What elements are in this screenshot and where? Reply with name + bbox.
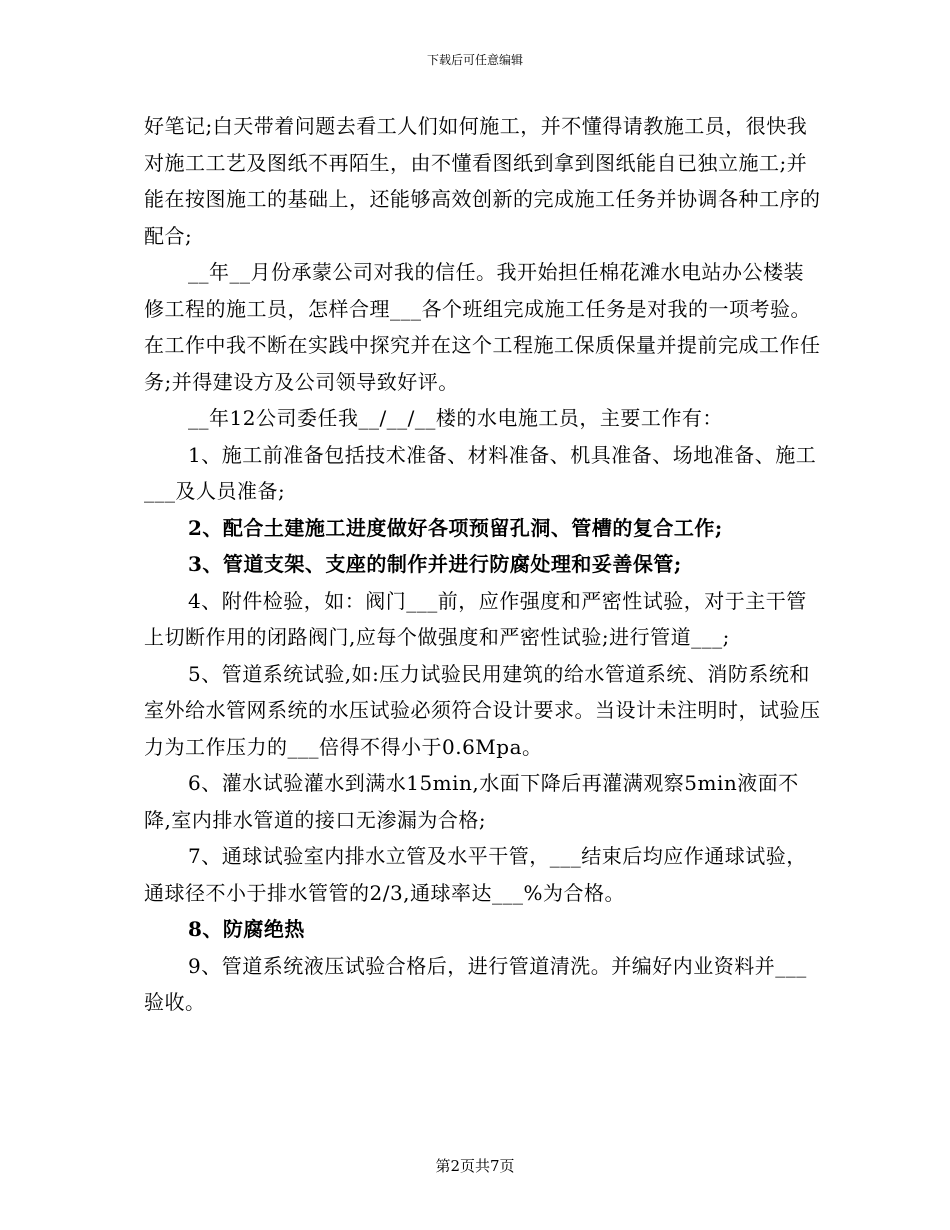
list-item-5: 5、管道系统试验,如:压力试验民用建筑的给水管道系统、消防系统和室外给水管网系统的水压试验必须符合设计要求。当设计未注明时，试验压力为工作压力的___倍得不得小于0.6Mpa。 [144, 661, 821, 759]
list-item-2: 2、配合土建施工进度做好各项预留孔洞、管槽的复合工作; [188, 515, 723, 540]
list-item-8: 8、防腐绝热 [188, 917, 305, 941]
page-footer: 第2页共7页 [435, 1157, 515, 1175]
list-item-9: 9、管道系统液压试验合格后，进行管道清洗。并编好内业资料并___验收。 [144, 953, 807, 1014]
list-item-1: 1、施工前准备包括技术准备、材料准备、机具准备、场地准备、施工___及人员准备; [144, 442, 817, 503]
list-item-3: 3、管道支架、支座的制作并进行防腐处理和妥善保管; [188, 552, 682, 576]
paragraph-continuation: 好笔记;白天带着问题去看工人们如何施工，并不懂得请教施工员，很快我对施工工艺及图纸不再陌生，由不懂看图纸到拿到图纸能自已独立施工;并能在按图施工的基础上，还能够高效创新的完成施工任务并协调各种工序的配合; [144, 114, 821, 248]
paragraph-appointment-office-building: __年__月份承蒙公司对我的信任。我开始担任棉花滩水电站办公楼装修工程的施工员，怎样合理___各个班组完成施工任务是对我的一项考验。在工作中我不断在实践中探究并在这个工程施工保质保量并提前完成工作任务;并得建设方及公司领导致好评。 [144, 260, 821, 394]
list-item-6: 6、灌水试验灌水到满水15min,水面下降后再灌满观察5min液面不降,室内排水管道的接口无渗漏为合格; [144, 771, 799, 832]
list-item-7: 7、通球试验室内排水立管及水平干管，___结束后均应作通球试验，通球径不小于排水管管的2/3,通球率达___%为合格。 [144, 844, 807, 905]
paragraph-appointment-plumbing: __年12公司委任我__/__/__楼的水电施工员，主要工作有： [188, 406, 723, 430]
page-header: 下载后可任意编辑 [426, 53, 523, 67]
list-item-4: 4、附件检验，如：阀门___前，应作强度和严密性试验，对于主干管上切断作用的闭路阀门,应每个做强度和严密性试验;进行管道___; [144, 588, 807, 649]
document-body [144, 108, 822, 1021]
